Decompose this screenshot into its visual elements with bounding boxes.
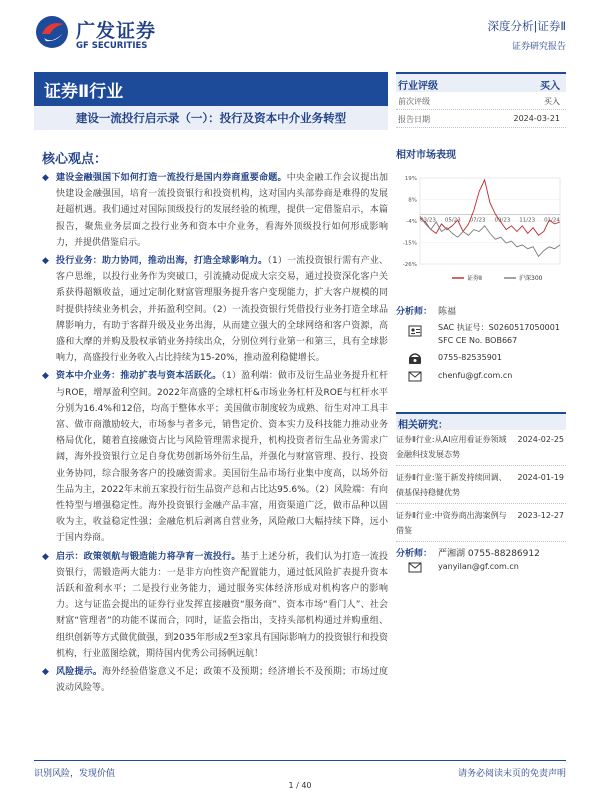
analyst-sfc-number: SFC CE No. BOB667 <box>438 336 518 345</box>
related-report-title[interactable]: 证券Ⅱ行业:从AI应用看证券领域金融科技发展态势 <box>396 435 507 459</box>
core-view-heading: 核心观点： <box>42 152 108 167</box>
y-tick-label: -15% <box>402 240 417 247</box>
paragraph-lead: 启示：政策领航与锻造能力将孕育一流投行。 <box>56 551 241 562</box>
footer-disclaimer: 请务必阅读末页的免责声明 <box>457 769 566 779</box>
gf-logo <box>34 14 184 60</box>
analyst-block-2 <box>396 546 566 582</box>
previous-rating-label: 前次评级 <box>398 97 430 106</box>
core-paragraph <box>42 549 388 662</box>
phone-icon <box>408 351 422 365</box>
report-date-label: 报告日期 <box>398 115 430 124</box>
paragraph-body: 中央金融工作会议提出加快建设金融强国，培育一流投资银行和投资机构，这对国内头部券商是难得的发展赶超机遇。我们通过对国际顶级投行的发展经验的梳理，提供一定借鉴启示，本篇报告，聚焦业务层面之投行业务和资本中介业务，看海外顶级投行如何形成影响力，并提供借鉴启示。 <box>56 173 388 248</box>
email-icon <box>408 369 422 383</box>
x-tick-label: 09/23 <box>494 217 511 224</box>
related-research-heading: 相关研究： <box>398 420 448 431</box>
rating-label: 行业评级 <box>398 81 438 92</box>
paragraph-lead: 资本中介业务：推动扩表与资本活跃化。 <box>56 371 222 382</box>
core-view-body <box>42 170 388 697</box>
paragraph-body: （1）一流投资银行需有产业、客户思维，以投行业务作为突破口，引流撬动促成大宗交易，通过投资深化客户关系获得超额收益，通过定制化财富管理服务提升客户变现能力，扩大客户规模的同时提供持续业务机会，并拓盈利空间。（2）一流投资银行凭借投行业务打造全球品牌影响力，有助于客群升级及业务出海，从而建立强大的全球网络和客户资源，高盛和大摩的并购及股权承销业务持续出众，分别位列行业第一和第三，具有全球影响力，高盛投行业务收入占比持续为15-20%，推动盈利稳健增长。 <box>56 256 388 364</box>
rating-header <box>396 72 566 92</box>
core-paragraph <box>42 253 388 366</box>
analyst-label: 分析师： <box>396 549 433 559</box>
title-band <box>34 72 388 130</box>
page-number: 1 / 40 <box>288 781 312 790</box>
previous-rating-value: 买入 <box>544 97 560 106</box>
report-subtype: 证券研究报告 <box>511 42 566 52</box>
previous-rating-row <box>396 92 566 110</box>
paragraph-lead: 建设金融强国下如何打造一流投行是国内券商重要命题。 <box>56 173 287 183</box>
x-tick-label: 03/23 <box>420 217 436 224</box>
analyst-phone: 0755-82535901 <box>438 353 502 362</box>
series-line-1 <box>420 180 560 235</box>
legend-label: 证券Ⅱ <box>467 275 482 282</box>
related-report-item[interactable] <box>396 432 566 466</box>
y-tick-label: -26% <box>402 262 417 268</box>
license-card-icon <box>408 324 422 338</box>
paragraph-body: （1）盈利端：做市及衍生品业务提升杠杆与ROE，增厚盈利空间。2022年高盛的全球杠杆&市场业务杠杆及ROE与杠杆水平分别为16.4%和12倍，均高于整体水平；美国做市制度较为成熟、衍生对冲工具丰富、做市商激励较大，市场参与者多元，销售定价、资本实力及科技能力推动业务格局优化，随着直接融资占比与风险管理需求提升，机构投资者衍生品业务需求广阔，海外投资银行立足自身优势创新场外衍生品，并强化与财富管理、投行、投资业务协同，综合服务客户的投融资需求。美国衍生品市场行业集中度高，以场外衍生品为主，2022年末前五家投行衍生品资产总和占比达95.6%。（2）风险端：有向性特型与增强稳定性。海外投资银行金融产品丰富，用资渠道广泛，做市品种以固收为主，收益稳定性强；金融危机后剥离自营业务，风险敞口大幅持续下降，远小于国内券商。 <box>56 371 388 544</box>
analyst-label: 分析师： <box>396 307 433 317</box>
related-report-date: 2024-01-19 <box>517 473 564 482</box>
core-paragraph <box>42 170 388 251</box>
analyst-name: 严湘湖 0755-88286912 <box>438 549 540 559</box>
footer-divider <box>34 760 566 761</box>
footer-slogan: 识别风险，发现价值 <box>34 769 116 779</box>
industry-title: 证券Ⅱ行业 <box>44 82 124 102</box>
report-subtitle: 建设一流投行启示录（一）：投行及资本中介业务转型 <box>34 106 388 130</box>
bullet-icon: ◆ <box>42 667 49 678</box>
email-icon <box>408 560 422 574</box>
related-research-header <box>396 412 566 430</box>
logo-english-name: GF SECURITIES <box>76 41 148 51</box>
core-paragraph <box>42 664 388 696</box>
core-paragraph <box>42 368 388 546</box>
y-tick-label: -4% <box>406 219 417 225</box>
analyst-sac-license: SAC 执证号：S0260517050001 <box>438 323 560 332</box>
bullet-icon: ◆ <box>42 551 49 562</box>
analyst-email[interactable]: chenfu@gf.com.cn <box>438 371 513 380</box>
related-report-date: 2023-12-27 <box>517 511 564 520</box>
x-tick-label: 07/23 <box>469 217 486 224</box>
paragraph-body: 基于上述分析，我们认为打造一流投资银行，需锻造两大能力：一是非方向性资产配置能力，通过低风险扩表提升资本活跃和盈利水平；二是投行业务能力，通过服务实体经济形成对机构客户的影响力。这与证监会提出的证券行业发挥直接融资“服务商”、资本市场“看门人”、社会财富“管理者”的功能不谋而合，同时，证监会指出，支持头部机构通过并购重组、组织创新等方式做优做强，到2035年形成2至3家具有国际影响力的投资银行和投资机构，行业蓝图绘就，期待国内优秀公司扬帆远航！ <box>56 551 388 659</box>
bullet-icon: ◆ <box>42 371 49 382</box>
analyst-name: 陈福 <box>438 307 457 317</box>
logo-chinese-name: 广发证券 <box>76 20 157 42</box>
related-report-title[interactable]: 证券Ⅱ行业:中资券商出海案例与借鉴 <box>396 511 507 535</box>
related-report-date: 2024-02-25 <box>517 435 564 444</box>
report-type: 深度分析|证券Ⅱ <box>487 19 566 33</box>
legend-label: 沪深300 <box>519 275 543 282</box>
relative-performance-chart <box>396 172 566 288</box>
rating-box <box>396 72 566 152</box>
related-report-item[interactable] <box>396 508 566 542</box>
series-line-2 <box>420 216 560 256</box>
paragraph-lead: 风险提示。 <box>56 667 103 678</box>
related-report-title[interactable]: 证券Ⅱ行业:鉴于新发持续回调、债基保持稳健优势 <box>396 473 507 497</box>
x-tick-label: 11/23 <box>519 217 536 224</box>
paragraph-lead: 投行业务：助力协同，推动出海，打造全球影响力。 <box>56 256 268 267</box>
rating-value: 买入 <box>540 81 560 92</box>
x-tick-label: 01/24 <box>544 217 560 224</box>
y-tick-label: 8% <box>408 197 417 204</box>
paragraph-body: 海外经验借鉴意义不足；政策不及预期；经济增长不及预期；市场过度波动风险等。 <box>56 667 388 694</box>
analyst-block-1 <box>396 304 566 404</box>
y-tick-label: 19% <box>404 176 417 182</box>
report-date-value: 2024-03-21 <box>513 114 560 123</box>
bullet-icon: ◆ <box>42 173 49 183</box>
chart-section-title: 相对市场表现 <box>396 150 456 161</box>
related-report-item[interactable] <box>396 470 566 504</box>
report-date-row <box>396 110 566 128</box>
gf-logo-icon <box>34 14 70 50</box>
analyst-email[interactable]: yanyilan@gf.com.cn <box>438 562 519 571</box>
x-tick-label: 05/23 <box>444 217 461 224</box>
bullet-icon: ◆ <box>42 256 49 267</box>
report-header <box>487 18 566 52</box>
